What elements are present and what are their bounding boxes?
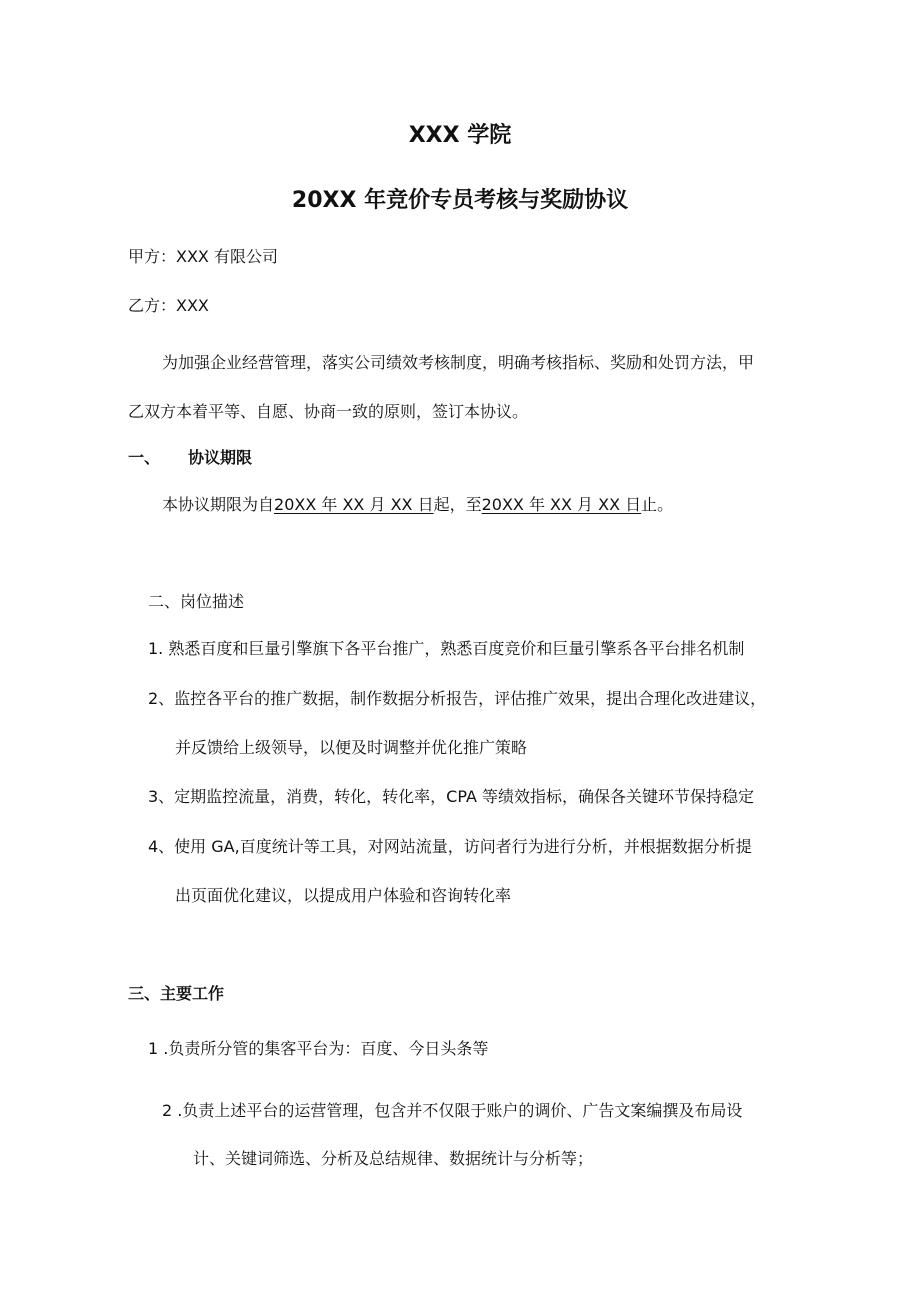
duty-item-4-line-2: 出页面优化建议，以提成用户体验和咨询转化率 [175,886,512,905]
agreement-title: 20XX 年竞价专员考核与奖励协议 [291,188,629,213]
duty-item-1: 1. 熟悉百度和巨量引擎旗下各平台推广，熟悉百度竞价和巨量引擎系各平台排名机制 [148,639,745,658]
section3-heading: 三、主要工作 [128,984,225,1003]
term-end-date: 20XX 年 XX 月 XX 日 [481,495,642,514]
term-start-date: 20XX 年 XX 月 XX 日 [274,495,434,514]
party-a: 甲方：XXX 有限公司 [128,247,278,266]
section2-heading: 二、岗位描述 [148,592,245,611]
institution-title: XXX 学院 [408,123,512,148]
duty-item-2-line-2: 并反馈给上级领导，以便及时调整并优化推广策略 [175,738,528,757]
section1-heading: 协议期限 [188,448,253,467]
intro-line-1: 为加强企业经营管理，落实公司绩效考核制度，明确考核指标、奖励和处罚方法，甲 [162,353,755,372]
duty-item-3: 3、定期监控流量，消费，转化，转化率，CPA 等绩效指标，确保各关键环节保持稳定 [148,787,755,806]
work-item-2-line-1: 2 .负责上述平台的运营管理，包含并不仅限于账户的调价、广告文案编撰及布局设 [162,1101,743,1120]
term-paragraph [162,494,673,516]
term-prefix: 本协议期限为自 [162,495,275,514]
work-item-1: 1 .负责所分管的集客平台为：百度、今日头条等 [148,1039,489,1058]
duty-item-4-line-1: 4、使用 GA,百度统计等工具，对网站流量，访问者行为进行分析，并根据数据分析提 [148,837,752,856]
term-suffix: 止。 [641,495,674,514]
party-b: 乙方：XXX [128,296,209,315]
duty-item-2-line-1: 2、监控各平台的推广数据，制作数据分析报告，评估推广效果，提出合理化改进建议， [148,689,767,708]
work-item-2-line-2: 计、关键词筛选、分析及总结规律、数据统计与分析等； [193,1149,594,1168]
term-mid: 起，至 [433,495,482,514]
section1-number: 一、 [128,448,161,467]
intro-line-2: 乙双方本着平等、自愿、协商一致的原则，签订本协议。 [128,402,529,421]
